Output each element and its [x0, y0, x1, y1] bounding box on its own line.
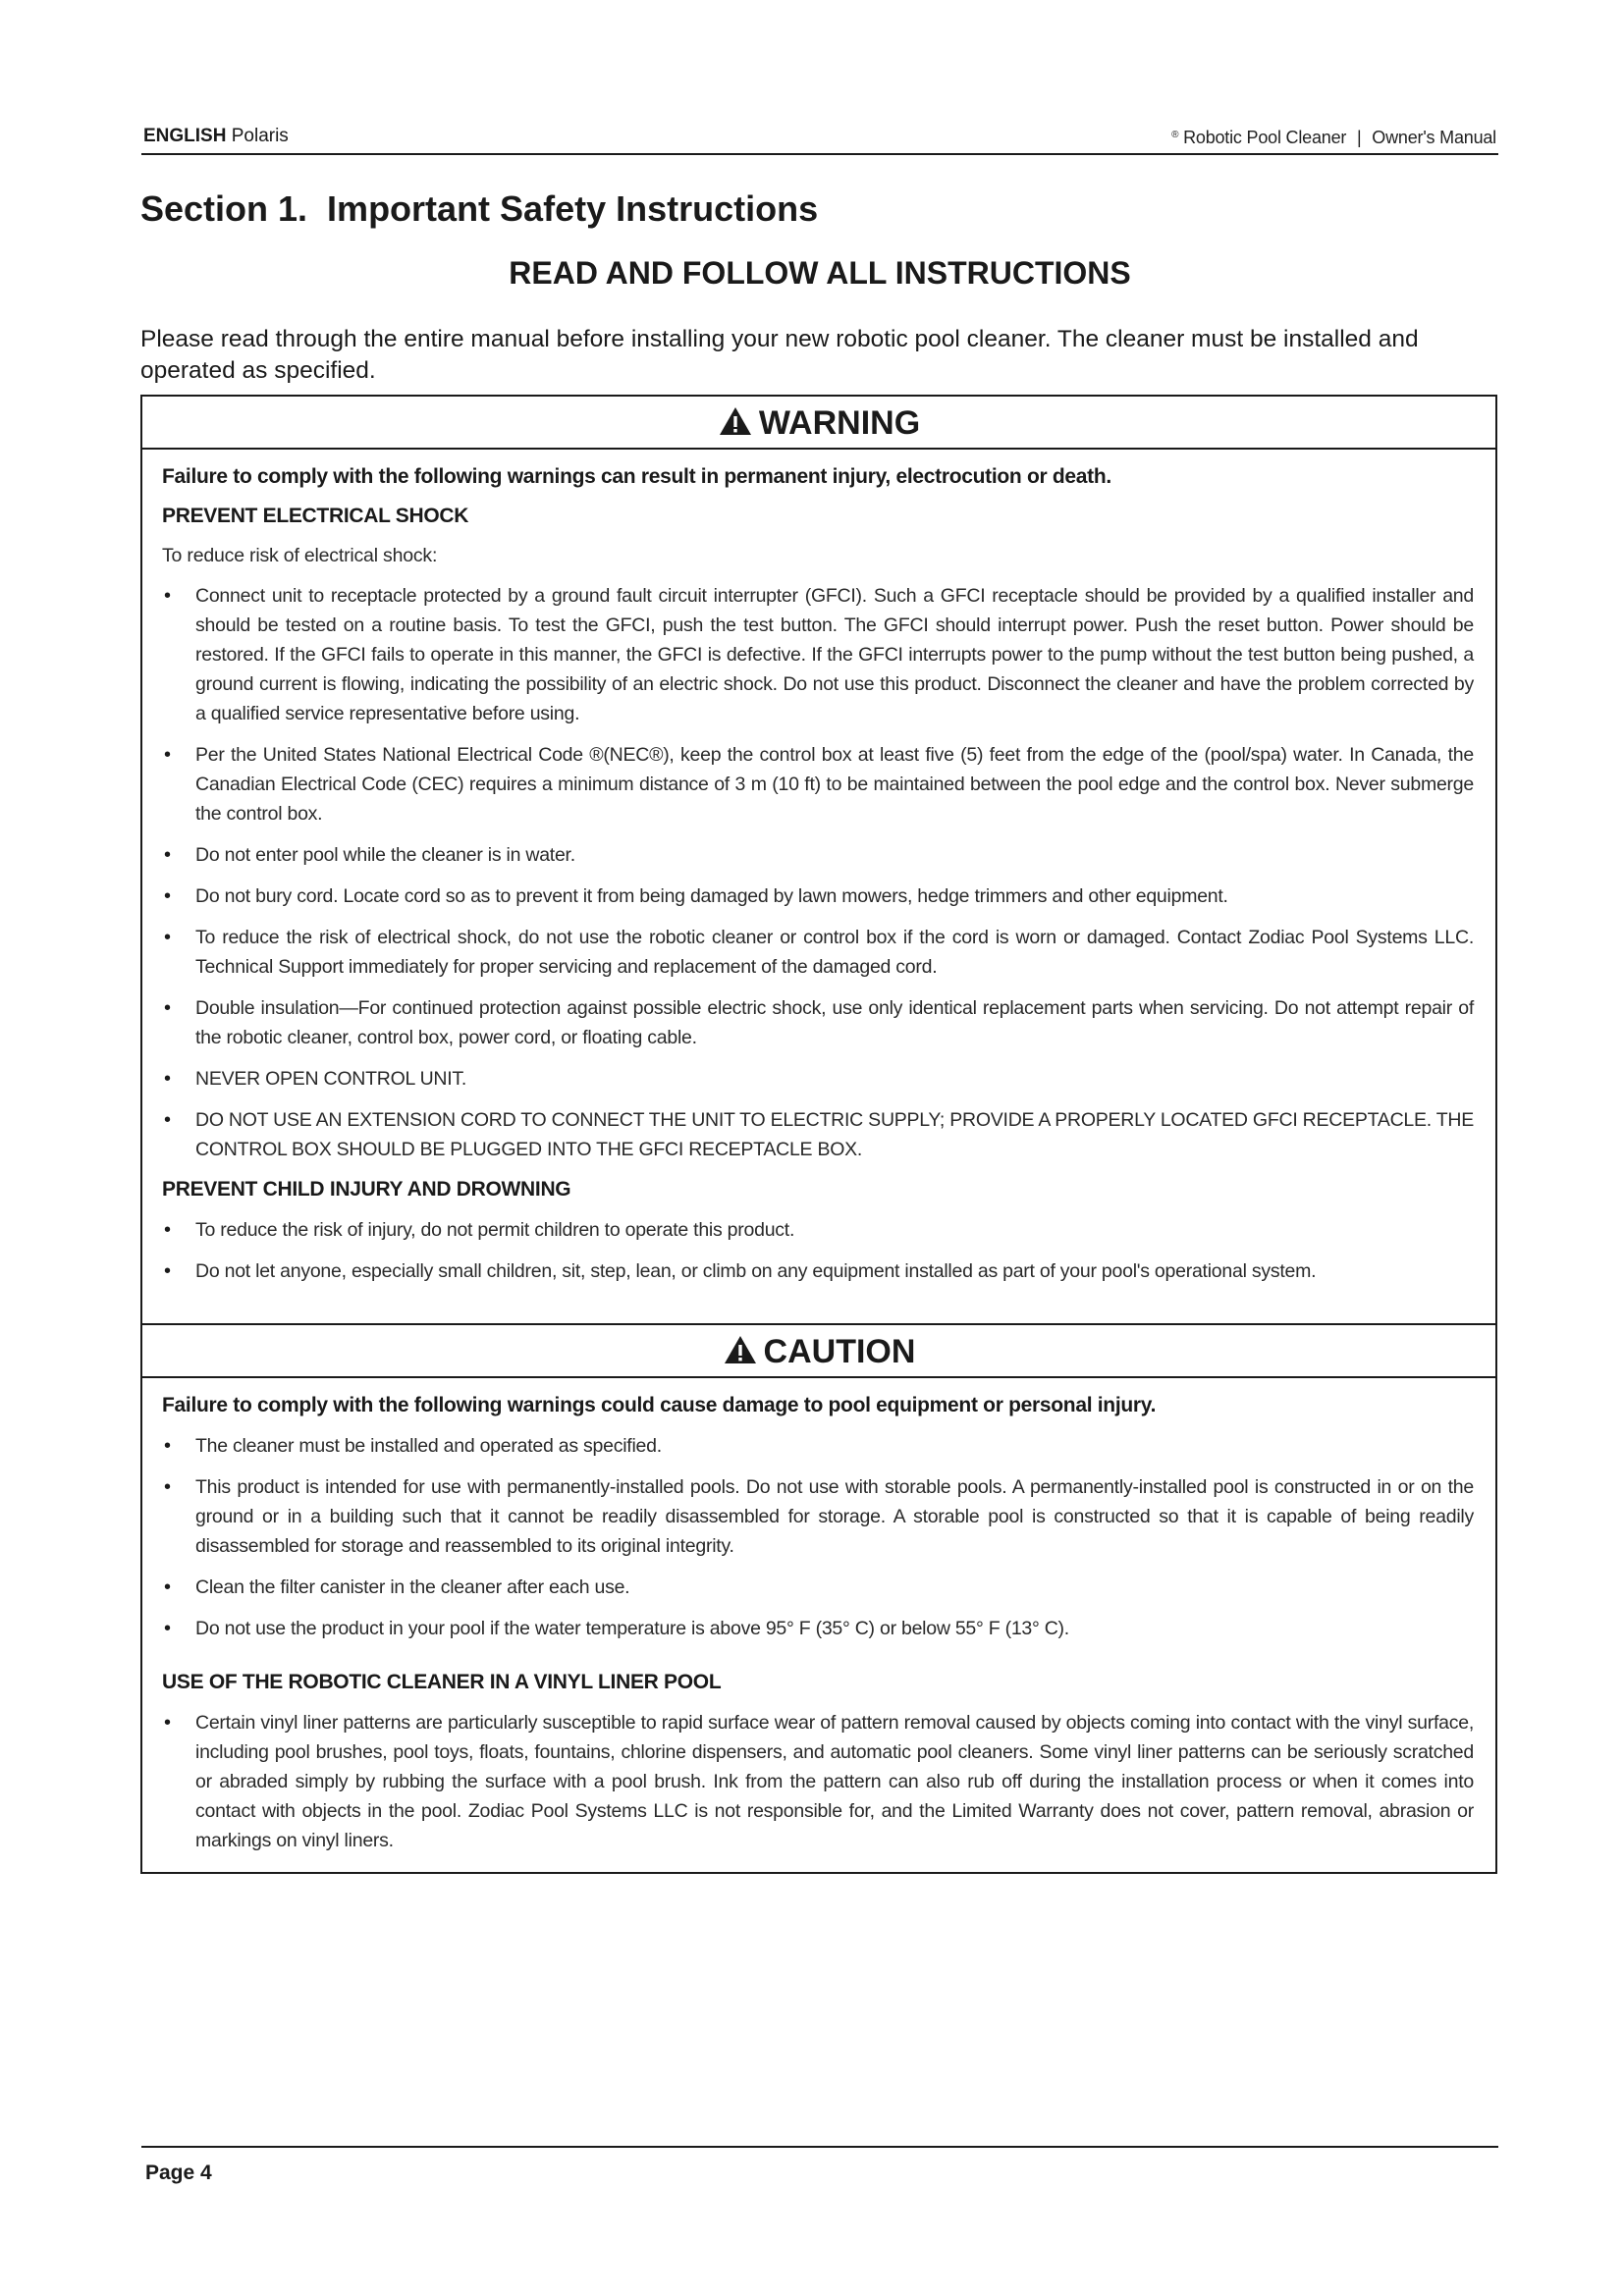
- header-doc: Owner's Manual: [1372, 128, 1496, 147]
- vinyl-heading: USE OF THE ROBOTIC CLEANER IN A VINYL LINER POOL: [162, 1671, 722, 1693]
- page-header: [141, 124, 1498, 155]
- section-title: Section 1. Important Safety Instructions: [140, 188, 819, 229]
- header-separator: |: [1357, 128, 1362, 147]
- list-item: • Double insulation—For continued protection against possible electric shock, use only identical replacement parts when servicing. Do not attempt repair of the robotic cleaner, control box, power cord, or floating cable.: [162, 993, 1474, 1052]
- list-item: • NEVER OPEN CONTROL UNIT.: [162, 1064, 1474, 1094]
- header-right: [1171, 128, 1496, 148]
- child-list: [162, 1215, 1474, 1286]
- list-item: • The cleaner must be installed and operated as specified.: [162, 1431, 1474, 1461]
- list-item: • To reduce the risk of electrical shock, do not use the robotic cleaner or control box if the cord is worn or damaged. Contact Zodiac Pool Systems LLC. Technical Support immediately for proper servicing and replacement of the damaged cord.: [162, 923, 1474, 982]
- spacer: [162, 1655, 1474, 1669]
- warning-lead: Failure to comply with the following warnings can result in permanent injury, electrocution or death.: [162, 465, 1111, 488]
- list-item: • Do not use the product in your pool if the water temperature is above 95° F (35° C) or below 55° F (13° C).: [162, 1614, 1474, 1643]
- page-number: Page 4: [145, 2162, 212, 2184]
- child-heading: PREVENT CHILD INJURY AND DROWNING: [162, 1178, 571, 1201]
- caution-title: CAUTION: [763, 1333, 916, 1370]
- intro-paragraph: Please read through the entire manual before installing your new robotic pool cleaner. The cleaner must be installed and operated as specified.: [140, 326, 1419, 384]
- header-language: ENGLISH: [143, 126, 227, 146]
- electrical-heading: PREVENT ELECTRICAL SHOCK: [162, 505, 469, 527]
- caution-header: [142, 1325, 1495, 1378]
- list-item: • This product is intended for use with permanently-installed pools. Do not use with storable pools. A permanently-installed pool is constructed in or on the ground or in a building such that it cannot be readily disassembled for storage. A storable pool is constructed so that it is capable of being readily disassembled for storage and reassembled to its original integrity.: [162, 1472, 1474, 1561]
- caution-list: [162, 1431, 1474, 1643]
- electrical-intro: To reduce risk of electrical shock:: [162, 545, 438, 566]
- list-item: • Clean the filter canister in the cleaner after each use.: [162, 1573, 1474, 1602]
- list-item: • To reduce the risk of injury, do not permit children to operate this product.: [162, 1215, 1474, 1245]
- list-item: • Certain vinyl liner patterns are particularly susceptible to rapid surface wear of pattern removal caused by objects coming into contact with the vinyl surface, including pool brushes, pool toys, floats, fountains, chlorine dispensers, and automatic pool cleaners. Some vinyl liner patterns can be seriously scratched or abraded simply by rubbing the surface with a pool brush. Ink from the pattern can also rub off during the installation process or when it comes into contact with objects in the pool. Zodiac Pool Systems LLC is not responsible for, and the Limited Warranty does not cover, pattern removal, abrasion or markings on vinyl liners.: [162, 1708, 1474, 1855]
- warning-triangle-icon: [723, 1328, 758, 1381]
- warning-title: WARNING: [758, 404, 921, 442]
- list-item: • Do not bury cord. Locate cord so as to prevent it from being damaged by lawn mowers, hedge trimmers and other equipment.: [162, 881, 1474, 911]
- warning-triangle-icon: [718, 400, 753, 453]
- caution-body: [142, 1378, 1495, 1855]
- list-item: • DO NOT USE AN EXTENSION CORD TO CONNECT THE UNIT TO ELECTRIC SUPPLY; PROVIDE A PROPERLY LOCATED GFCI RECEPTACLE. THE CONTROL BOX SHOULD BE PLUGGED INTO THE GFCI RECEPTACLE BOX.: [162, 1105, 1474, 1164]
- list-item: • Connect unit to receptacle protected by a ground fault circuit interrupter (GFCI). Such a GFCI receptacle should be provided by a qualified installer and should be tested on a routine basis. To test the GFCI, push the test button. The GFCI should interrupt power. Push the reset button. Power should be restored. If the GFCI fails to operate in this manner, the GFCI is defective. If the GFCI interrupts power to the pump without the test button being pushed, a ground current is flowing, indicating the possibility of an electric shock. Do not use this product. Disconnect the cleaner and have the problem corrected by a qualified service representative before using.: [162, 581, 1474, 728]
- electrical-list: [162, 581, 1474, 1164]
- warning-header: [142, 397, 1495, 450]
- read-follow-title: READ AND FOLLOW ALL INSTRUCTIONS: [509, 255, 1131, 291]
- warning-box: [140, 395, 1497, 1325]
- header-product: Robotic Pool Cleaner: [1183, 128, 1347, 147]
- caution-lead: Failure to comply with the following warnings could cause damage to pool equipment or personal injury.: [162, 1394, 1157, 1416]
- warning-body: [142, 450, 1495, 1286]
- list-item: • Do not let anyone, especially small children, sit, step, lean, or climb on any equipment installed as part of your pool's operational system.: [162, 1256, 1474, 1286]
- list-item: • Per the United States National Electrical Code ®(NEC®), keep the control box at least five (5) feet from the edge of the (pool/spa) water. In Canada, the Canadian Electrical Code (CEC) requires a minimum distance of 3 m (10 ft) to be maintained between the pool edge and the control box. Never submerge the control box.: [162, 740, 1474, 828]
- header-brand: Polaris: [231, 126, 289, 146]
- caution-box: [140, 1323, 1497, 1874]
- list-item: • Do not enter pool while the cleaner is in water.: [162, 840, 1474, 870]
- header-left: [143, 126, 289, 147]
- header-reg-mark: ®: [1171, 130, 1179, 140]
- vinyl-list: [162, 1708, 1474, 1855]
- page-footer: [141, 2146, 1498, 2184]
